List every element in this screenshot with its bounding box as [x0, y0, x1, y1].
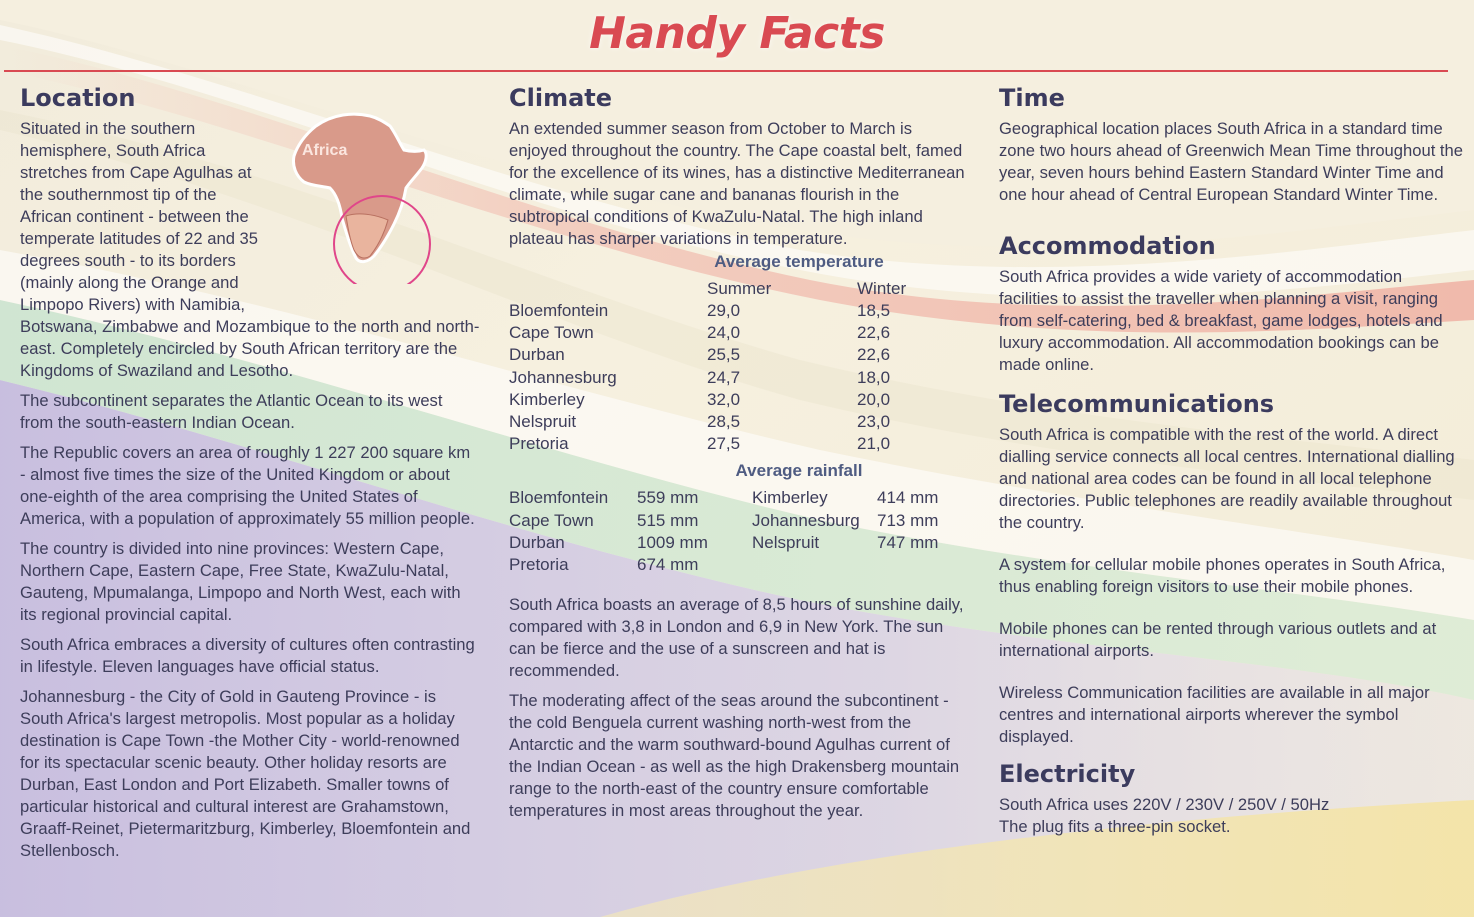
- table-row: [509, 433, 906, 455]
- city-cell: Pretoria: [509, 434, 569, 454]
- location-section: [20, 84, 480, 870]
- telecom-paragraph: South Africa is compatible with the rest of the world. A direct dialling service connects all local centres. International dialling and national area codes can be found in all local telephone directories. Public telephones are readily available throughout the country.: [999, 425, 1455, 532]
- summer-cell: 24,0: [707, 323, 741, 343]
- climate-heading: Climate: [509, 84, 613, 112]
- accommodation-paragraph: South Africa provides a wide variety of accommodation facilities to assist the traveller when planning a visit, ranging from self-catering, bed & breakfast, game lodges, hotels and luxury accommodation. All accommodation bookings can be made online.: [999, 267, 1443, 374]
- table-row: [509, 487, 938, 509]
- winter-cell: 23,0: [857, 412, 891, 432]
- electricity-plug: The plug fits a three-pin socket.: [999, 817, 1231, 836]
- winter-cell: 21,0: [857, 434, 891, 454]
- table-row: [509, 554, 938, 576]
- location-paragraph: South Africa embraces a diversity of cultures often contrasting in lifestyle. Eleven languages have official status.: [20, 635, 475, 676]
- summer-cell: 24,7: [707, 367, 741, 387]
- rainfall-cell: 515 mm: [637, 510, 699, 530]
- rainfall-cell: 713 mm: [877, 510, 939, 530]
- table-row: [509, 344, 906, 366]
- sunshine-paragraph: South Africa boasts an average of 8,5 hours of sunshine daily, compared with 3,8 in London and 6,9 in New York. The sun can be fierce and the use of a sunscreen and hat is recommended.: [509, 595, 964, 681]
- city-cell: [752, 554, 877, 576]
- location-paragraph: The country is divided into nine provinces: Western Cape, Northern Cape, Eastern Cape, Free State, KwaZulu-Natal, Gauteng, Mpumalanga, Limpopo and North West, each with its regional provincial capital.: [20, 539, 461, 624]
- table-row: [509, 389, 906, 411]
- city-cell: Kimberley: [752, 488, 828, 508]
- rainfall-cell: 414 mm: [877, 488, 939, 508]
- summer-cell: 32,0: [707, 389, 741, 409]
- winter-cell: 22,6: [857, 345, 891, 365]
- city-cell: Nelspruit: [752, 532, 820, 552]
- climate-section: [509, 84, 969, 830]
- rainfall-cell: [877, 554, 938, 576]
- city-cell: Cape Town: [509, 323, 594, 343]
- telecommunications-heading: Telecommunications: [999, 390, 1275, 418]
- africa-map-icon: [278, 104, 448, 284]
- location-heading: Location: [20, 84, 136, 112]
- city-cell: Kimberley: [509, 389, 585, 409]
- telecom-paragraph: A system for cellular mobile phones operates in South Africa, thus enabling foreign visitors to use their mobile phones.: [999, 555, 1446, 596]
- winter-cell: 18,0: [857, 367, 891, 387]
- info-section: [999, 84, 1464, 846]
- summer-cell: 27,5: [707, 434, 741, 454]
- city-cell: Bloemfontein: [509, 488, 609, 508]
- climate-intro: An extended summer season from October to March is enjoyed throughout the country. The Cape coastal belt, famed for the excellence of its wines, has a distinctive Mediterranean climate, while sugar cane and bananas flourish in the subtropical conditions of KwaZulu-Natal. The high inland plateau has sharper variations in temperature.: [509, 119, 965, 248]
- summer-cell: 29,0: [707, 301, 741, 320]
- summer-cell: 28,5: [707, 412, 741, 432]
- rainfall-table-title: Average rainfall: [735, 461, 863, 481]
- location-paragraph: Johannesburg - the City of Gold in Gauteng Province - is South Africa's largest metropolis. Most popular as a holiday destination is Cape Town -the Mother City - world-renowned for its spectacular scenic beauty. Other holiday resorts are Durban, East London and Port Elizabeth. Smaller towns of particular historical and cultural interest are Grahamstown, Graaff-Reinet, Pietermaritzburg, Kimberley, Bloemfontein and Stellenbosch.: [20, 687, 471, 860]
- temperature-table-title: Average temperature: [714, 252, 884, 271]
- table-row: [509, 367, 906, 389]
- city-cell: Durban: [509, 345, 565, 365]
- summer-cell: 25,5: [707, 345, 741, 365]
- table-row: [509, 411, 906, 433]
- rainfall-cell: 1009 mm: [637, 532, 708, 552]
- city-cell: Nelspruit: [509, 412, 577, 432]
- title-divider: [4, 70, 1448, 72]
- telecom-paragraph: Mobile phones can be rented through various outlets and at international airports.: [999, 619, 1437, 660]
- time-paragraph: Geographical location places South Africa in a standard time zone two hours ahead of Greenwich Mean Time throughout the year, seven hours behind Eastern Standard Winter Time and one hour ahead of Central European Standard Winter Time.: [999, 119, 1463, 204]
- winter-cell: 18,5: [857, 301, 891, 320]
- table-row: [509, 510, 938, 532]
- seas-paragraph: The moderating affect of the seas around the subcontinent - the cold Benguela current washing north-west from the Antarctic and the warm southward-bound Agulhas current of the Indian Ocean - as well as the high Drakensberg mountain range to the north-east of the country ensure comfortable temperatures in most areas throughout the year.: [509, 691, 960, 821]
- time-heading: Time: [999, 84, 1065, 112]
- table-row: [509, 322, 906, 344]
- table-row: [509, 300, 906, 322]
- rainfall-table: [509, 487, 938, 576]
- city-cell: Bloemfontein: [509, 301, 609, 320]
- city-cell: Durban: [509, 532, 565, 552]
- rainfall-cell: 674 mm: [637, 555, 699, 575]
- winter-header: Winter: [857, 279, 907, 298]
- electricity-heading: Electricity: [999, 760, 1136, 788]
- africa-map-label: Africa: [302, 142, 348, 159]
- spacer: [509, 576, 969, 594]
- location-paragraph: The subcontinent separates the Atlantic Ocean to its west from the south-eastern Indian Ocean.: [20, 391, 443, 432]
- table-row: [509, 532, 938, 554]
- temperature-header-row: [509, 278, 906, 300]
- rainfall-cell: 559 mm: [637, 488, 699, 508]
- telecom-paragraph: Wireless Communication facilities are available in all major centres and international airports wherever the symbol displayed.: [999, 683, 1430, 746]
- city-cell: Johannesburg: [752, 510, 860, 530]
- location-paragraph: The Republic covers an area of roughly 1 227 200 square km - almost five times the size of the United Kingdom or about one-eighth of the area comprising the United States of America, with a population of approximately 55 million people.: [20, 443, 475, 528]
- accommodation-heading: Accommodation: [999, 232, 1216, 260]
- rainfall-cell: 747 mm: [877, 532, 939, 552]
- location-paragraph: Situated in the southern hemisphere, South Africa stretches from Cape Agulhas at the southernmost tip of the African continent - between the temperate latitudes of 22 and 35 degrees south - to its borders (mainly along the Orange and Limpopo Rivers) with Namibia, Botswana, Zimbabwe and Mozambique to the north and north-east. Completely encircled by South African territory are the Kingdoms of Swaziland and Lesotho.: [20, 119, 480, 380]
- winter-cell: 22,6: [857, 323, 891, 343]
- temperature-table: [509, 278, 906, 455]
- city-cell: Cape Town: [509, 510, 594, 530]
- city-cell: Pretoria: [509, 555, 569, 575]
- summer-header: Summer: [707, 279, 772, 298]
- winter-cell: 20,0: [857, 389, 891, 409]
- city-cell: Johannesburg: [509, 367, 617, 387]
- electricity-voltage: South Africa uses 220V / 230V / 250V / 50Hz: [999, 795, 1330, 814]
- page-title: Handy Facts: [589, 8, 885, 59]
